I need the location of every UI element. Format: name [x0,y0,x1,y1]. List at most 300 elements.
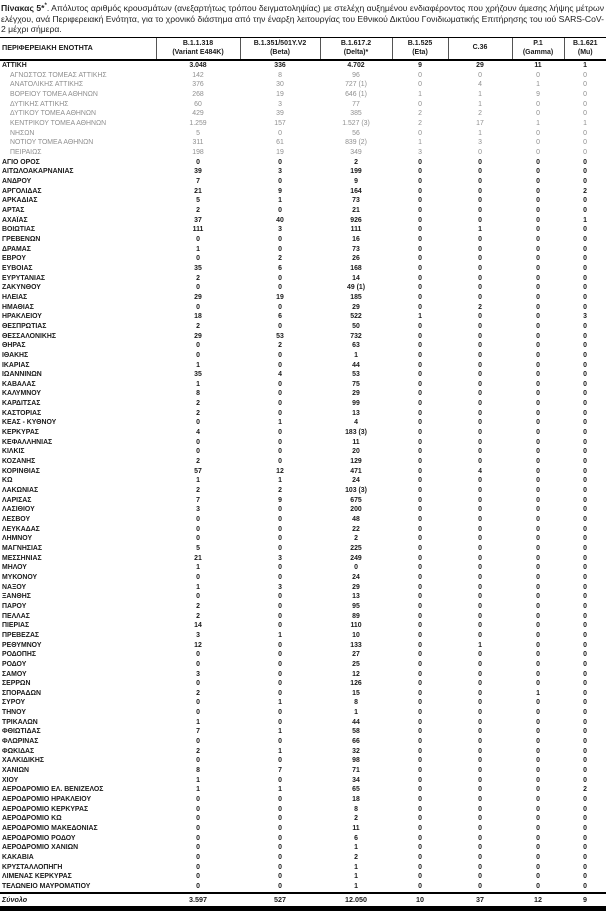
value-cell: 0 [196,757,200,765]
value-cell: 24 [352,477,360,485]
value-cell: 0 [418,796,422,804]
value-cell: 0 [418,776,422,784]
value-cell: 0 [478,448,482,456]
value-cell: 0 [583,178,587,186]
table-row [0,785,606,795]
value-cell: 77 [352,100,360,108]
value-cell: 0 [196,834,200,842]
total-row [0,893,606,909]
table-row [0,698,606,708]
table-row [0,283,606,293]
value-cell: 0 [536,805,540,813]
value-cell: 0 [278,429,282,437]
value-cell: 0 [278,322,282,330]
value-cell: 20 [352,448,360,456]
value-cell: 0 [478,284,482,292]
value-cell: 44 [352,361,360,369]
table-body [0,60,606,892]
value-cell: 1 [196,786,200,794]
value-cell: 0 [536,825,540,832]
value-cell: 0 [536,728,540,736]
value-cell: 0 [278,525,282,533]
value-cell: 0 [536,361,540,369]
value-cell: 0 [278,757,282,765]
value-cell: 0 [418,660,422,668]
table-row [0,814,606,824]
value-cell: 0 [478,602,482,610]
table-row [0,776,606,786]
table-row [0,872,606,882]
table-row [0,573,606,583]
table-row [0,80,606,90]
value-cell: 1 [354,709,358,717]
value-cell: 0 [478,882,482,890]
caption-footnote-marker: * [44,3,47,9]
value-cell: 0 [418,757,422,765]
value-cell: 2 [418,120,422,128]
value-cell: 18 [194,313,202,321]
table-row [0,795,606,805]
value-cell: 0 [278,235,282,243]
value-cell: 3 [196,506,200,514]
region-label: ΝΟΤΙΟΥ ΤΟΜΕΑ ΑΘΗΝΩΝ [10,139,94,147]
value-cell: 1 [478,129,482,137]
value-cell: 0 [196,593,200,601]
value-cell: 14 [352,274,360,282]
table-row [0,322,606,332]
value-cell: 0 [278,303,282,311]
value-cell: 0 [583,168,587,176]
value-cell: 336 [274,62,286,70]
value-cell: 0 [418,207,422,214]
value-cell: 0 [583,429,587,437]
region-label: ΚΑΛΥΜΝΟΥ [2,390,41,398]
region-label: ΛΕΣΒΟΥ [2,516,31,523]
value-cell: 0 [536,525,540,533]
value-cell: 1 [418,313,422,321]
value-cell: 0 [536,226,540,234]
table-footer [0,893,606,909]
value-cell: 1 [418,91,422,99]
value-cell: 0 [418,583,422,591]
value-cell: 2 [583,786,587,794]
value-cell: 0 [418,853,422,861]
value-cell: 0 [478,438,482,446]
value-cell: 1 [536,81,540,89]
value-cell: 0 [278,409,282,417]
value-cell: 56 [352,129,360,137]
value-cell: 0 [418,419,422,427]
value-cell: 1 [278,699,282,707]
value-cell: 2 [196,689,200,697]
region-label: ΣΠΟΡΑΔΩΝ [2,689,41,697]
table-row [0,71,606,81]
region-label: ΒΟΙΩΤΙΑΣ [2,226,36,234]
value-cell: 0 [536,409,540,417]
value-cell: 0 [196,844,200,852]
region-label: ΚΑΒΑΛΑΣ [2,380,36,388]
value-cell: 4 [278,371,282,379]
value-cell: 0 [278,844,282,852]
value-cell: 0 [418,390,422,398]
value-cell: 73 [352,245,360,253]
table-row [0,747,606,757]
value-cell: 385 [350,110,362,118]
table-row [0,679,606,689]
value-cell: 0 [278,612,282,620]
value-cell: 13 [352,593,360,601]
value-cell: 0 [278,680,282,688]
value-cell: 0 [478,371,482,379]
table-row [0,486,606,496]
value-cell: 0 [536,882,540,890]
value-cell: 0 [536,371,540,379]
value-cell: 0 [478,313,482,321]
value-cell: 4 [196,429,200,437]
value-cell: 0 [536,602,540,610]
value-cell: 53 [352,371,360,379]
value-cell: 1 [478,641,482,649]
value-cell: 0 [583,738,587,746]
table-row [0,187,606,197]
value-cell: 12 [194,641,202,649]
value-cell: 2 [196,274,200,282]
value-cell: 2 [278,255,282,263]
value-cell: 0 [583,506,587,514]
table-row [0,264,606,274]
total-value: 3.597 [156,893,240,909]
value-cell: 2 [196,747,200,755]
value-cell: 0 [196,525,200,533]
value-cell: 2 [196,409,200,417]
value-cell: 0 [583,670,587,678]
value-cell: 0 [583,882,587,890]
table-row [0,235,606,245]
value-cell: 0 [278,380,282,388]
region-label: ΙΩΑΝΝΙΝΩΝ [2,371,42,379]
value-cell: 225 [350,544,362,552]
value-cell: 0 [536,544,540,552]
table-row [0,727,606,737]
value-cell: 50 [352,322,360,330]
table-row [0,216,606,226]
value-cell: 198 [192,149,204,157]
value-cell: 0 [478,747,482,755]
table-row [0,293,606,303]
value-cell: 29 [352,390,360,398]
table-row [0,756,606,766]
value-cell: 1 [196,477,200,485]
value-cell: 0 [418,264,422,272]
value-cell: 1 [583,120,587,128]
value-cell: 0 [536,506,540,514]
value-cell: 0 [418,100,422,108]
total-value: 12.050 [320,893,392,909]
value-cell: 29 [194,332,202,340]
value-cell: 0 [583,747,587,755]
table-row [0,90,606,100]
value-cell: 0 [583,226,587,234]
value-cell: 0 [583,796,587,804]
caption-number: Πίνακας 5* [1,2,45,13]
region-label: ΚΡΥΣΤΑΛΛΟΠΗΓΗ [2,863,63,871]
table-row [0,129,606,139]
value-cell: 0 [536,718,540,726]
value-cell: 3 [278,168,282,176]
value-cell: 0 [418,873,422,881]
value-cell: 0 [418,438,422,446]
table-row [0,602,606,612]
value-cell: 0 [418,728,422,736]
value-cell: 0 [478,516,482,523]
value-cell: 0 [478,409,482,417]
value-cell: 0 [583,129,587,137]
table-row [0,418,606,428]
value-cell: 9 [418,62,422,70]
region-label: ΡΕΘΥΜΝΟΥ [2,641,42,649]
table-caption [0,0,606,37]
value-cell: 111 [192,226,204,234]
value-cell: 0 [278,602,282,610]
region-label: ΧΑΝΙΩΝ [2,767,29,775]
value-cell: 2 [196,612,200,620]
value-cell: 0 [196,853,200,861]
region-label: ΓΡΕΒΕΝΩΝ [2,235,41,243]
region-label: ΕΥΡΥΤΑΝΙΑΣ [2,274,46,282]
value-cell: 57 [194,467,202,475]
value-cell: 0 [536,631,540,639]
value-cell: 30 [276,81,284,89]
value-cell: 200 [350,506,362,514]
value-cell: 0 [478,544,482,552]
value-cell: 0 [418,342,422,350]
value-cell: 0 [536,216,540,224]
table-row [0,177,606,187]
value-cell: 0 [418,409,422,417]
value-cell: 0 [196,882,200,890]
value-cell: 3 [196,631,200,639]
region-label: ΝΗΣΩΝ [10,129,35,137]
value-cell: 0 [418,458,422,466]
value-cell: 1 [478,100,482,108]
value-cell: 0 [478,477,482,485]
value-cell: 0 [583,564,587,572]
value-cell: 1 [354,863,358,871]
value-cell: 2 [354,853,358,861]
value-cell: 99 [352,400,360,408]
value-cell: 0 [196,660,200,668]
value-cell: 0 [478,554,482,562]
value-cell: 0 [583,709,587,717]
value-cell: 0 [478,168,482,176]
table-row [0,361,606,371]
value-cell: 0 [196,796,200,804]
value-cell: 0 [196,863,200,871]
value-cell: 0 [536,264,540,272]
value-cell: 0 [536,100,540,108]
value-cell: 0 [536,709,540,717]
region-label: ΧΙΟΥ [2,776,19,784]
value-cell: 0 [536,612,540,620]
table-row [0,351,606,361]
value-cell: 0 [418,158,422,166]
value-cell: 0 [418,293,422,301]
value-cell: 0 [478,274,482,282]
value-cell: 0 [278,351,282,359]
value-cell: 0 [536,332,540,340]
value-cell: 0 [278,776,282,784]
value-cell: 0 [478,235,482,243]
value-cell: 7 [196,728,200,736]
value-cell: 0 [478,351,482,359]
value-cell: 29 [352,303,360,311]
value-cell: 0 [418,718,422,726]
region-label: ΚΕΡΚΥΡΑΣ [2,429,39,437]
value-cell: 1 [278,631,282,639]
value-cell: 311 [192,139,204,147]
value-cell: 0 [583,767,587,775]
value-cell: 2 [196,458,200,466]
value-cell: 0 [418,467,422,475]
value-cell: 0 [536,139,540,147]
table-row [0,119,606,129]
value-cell: 8 [278,71,282,79]
value-cell: 0 [536,255,540,263]
value-cell: 15 [352,689,360,697]
value-cell: 0 [536,834,540,842]
value-cell: 0 [536,274,540,282]
value-cell: 0 [278,207,282,214]
value-cell: 0 [583,873,587,881]
value-cell: 0 [418,631,422,639]
value-cell: 0 [583,158,587,166]
value-cell: 0 [583,776,587,784]
value-cell: 0 [278,535,282,543]
region-label: ΠΕΛΛΑΣ [2,612,30,620]
value-cell: 0 [478,245,482,253]
table-row [0,708,606,718]
value-cell: 0 [278,458,282,466]
value-cell: 0 [418,863,422,871]
value-cell: 0 [536,670,540,678]
value-cell: 0 [536,235,540,243]
value-cell: 0 [583,322,587,330]
value-cell: 9 [278,187,282,195]
value-cell: 0 [536,757,540,765]
value-cell: 0 [418,593,422,601]
table-row [0,254,606,264]
table-row [0,467,606,477]
region-label: ΗΛΕΙΑΣ [2,293,28,301]
value-cell: 0 [536,178,540,186]
value-cell: 0 [583,419,587,427]
value-cell: 0 [536,322,540,330]
table-row [0,303,606,313]
value-cell: 0 [478,361,482,369]
value-cell: 4 [354,419,358,427]
value-cell: 0 [418,554,422,562]
region-label: ΕΒΡΟΥ [2,255,26,263]
value-cell: 0 [418,361,422,369]
value-cell: 6 [354,834,358,842]
value-cell: 3 [278,226,282,234]
value-cell: 0 [278,670,282,678]
value-cell: 0 [418,564,422,572]
value-cell: 1 [278,786,282,794]
region-label: ΤΕΛΩΝΕΙΟ ΜΑΥΡΟΜΑΤΙΟΥ [2,882,91,890]
region-label: ΑΝΔΡΟΥ [2,178,32,186]
value-cell: 0 [478,660,482,668]
value-cell: 0 [418,322,422,330]
value-cell: 0 [536,747,540,755]
value-cell: 675 [350,496,362,504]
value-cell: 12 [352,670,360,678]
value-cell: 0 [583,525,587,533]
value-cell: 0 [418,448,422,456]
value-cell: 44 [352,718,360,726]
value-cell: 0 [478,187,482,195]
region-label: ΤΡΙΚΑΛΩΝ [2,718,38,726]
header-variant: B.1.621 (Mu) [564,37,606,60]
value-cell: 0 [278,158,282,166]
value-cell: 0 [536,129,540,137]
value-cell: 0 [478,844,482,852]
value-cell: 0 [478,525,482,533]
value-cell: 0 [278,853,282,861]
table-row [0,554,606,564]
value-cell: 0 [536,496,540,504]
value-cell: 0 [583,361,587,369]
value-cell: 17 [476,120,484,128]
value-cell: 0 [583,139,587,147]
value-cell: 95 [352,602,360,610]
value-cell: 3 [278,554,282,562]
value-cell: 5 [196,197,200,205]
value-cell: 0 [278,641,282,649]
value-cell: 65 [352,786,360,794]
value-cell: 0 [418,129,422,137]
header-variant: B.1.1.318 (Variant E484K) [156,37,240,60]
value-cell: 5 [196,544,200,552]
value-cell: 0 [583,380,587,388]
value-cell: 0 [278,544,282,552]
value-cell: 0 [278,516,282,523]
value-cell: 73 [352,197,360,205]
value-cell: 0 [536,786,540,794]
value-cell: 0 [536,622,540,630]
value-cell: 19 [276,293,284,301]
value-cell: 0 [583,110,587,118]
table-row [0,805,606,815]
value-cell: 0 [196,805,200,813]
value-cell: 0 [536,313,540,321]
table-row [0,834,606,844]
region-label: ΛΑΚΩΝΙΑΣ [2,487,39,495]
value-cell: 0 [418,332,422,340]
table-row [0,457,606,467]
total-value: 12 [512,893,564,909]
value-cell: 0 [583,844,587,852]
value-cell: 0 [196,516,200,523]
value-cell: 110 [350,622,362,630]
value-cell: 157 [274,120,286,128]
total-label: Σύνολο [0,893,156,909]
value-cell: 0 [196,651,200,659]
region-label: ΠΕΙΡΑΙΩΣ [10,149,42,157]
value-cell: 4 [478,81,482,89]
value-cell: 0 [583,438,587,446]
value-cell: 0 [536,168,540,176]
